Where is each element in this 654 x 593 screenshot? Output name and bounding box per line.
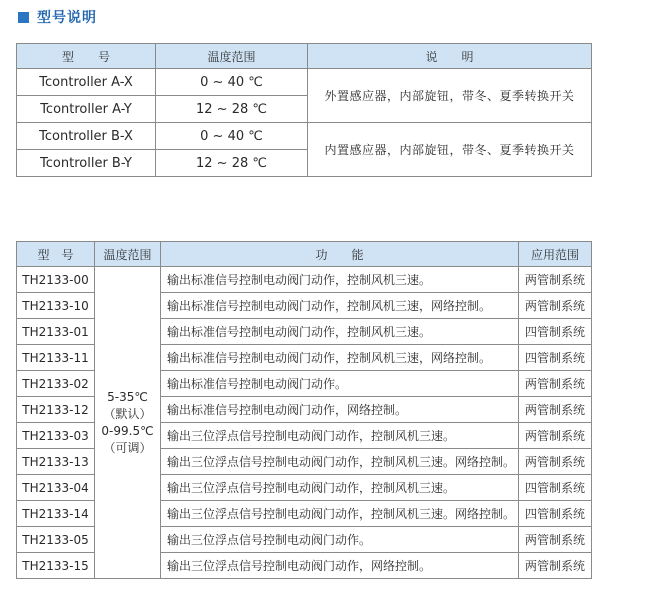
function-cell: 输出标准信号控制电动阀门动作。	[161, 371, 519, 397]
function-cell: 输出三位浮点信号控制电动阀门动作，控制风机三速。网络控制。	[161, 501, 519, 527]
table-row	[17, 267, 592, 293]
temp-cell: 0 ~ 40 ℃	[156, 69, 308, 96]
model-cell: Tcontroller A-Y	[17, 96, 156, 123]
function-cell: 输出三位浮点信号控制电动阀门动作，控制风机三速。网络控制。	[161, 449, 519, 475]
function-cell: 输出三位浮点信号控制电动阀门动作，控制风机三速。	[161, 423, 519, 449]
application-cell: 两管制系统	[519, 527, 592, 553]
function-cell: 输出标准信号控制电动阀门动作，控制风机三速。	[161, 267, 519, 293]
temp-default-label: （默认）	[103, 406, 152, 421]
model-cell: TH2133-04	[17, 475, 95, 501]
application-cell: 四管制系统	[519, 501, 592, 527]
temp-range-cell	[95, 267, 161, 579]
desc-cell: 外置感应器，内部旋钮，带冬、夏季转换开关	[308, 69, 592, 123]
function-cell: 输出标准信号控制电动阀门动作，控制风机三速，网络控制。	[161, 293, 519, 319]
application-cell: 四管制系统	[519, 319, 592, 345]
model-table-th2133	[16, 241, 592, 579]
application-cell: 两管制系统	[519, 449, 592, 475]
application-cell: 两管制系统	[519, 267, 592, 293]
model-cell: TH2133-02	[17, 371, 95, 397]
function-cell: 输出三位浮点信号控制电动阀门动作，网络控制。	[161, 553, 519, 579]
function-cell: 输出标准信号控制电动阀门动作，控制风机三速。	[161, 319, 519, 345]
model-cell: TH2133-11	[17, 345, 95, 371]
model-cell: TH2133-01	[17, 319, 95, 345]
header-temp: 温度范围	[156, 44, 308, 69]
header-function: 功 能	[161, 242, 519, 267]
application-cell: 两管制系统	[519, 423, 592, 449]
function-cell: 输出三位浮点信号控制电动阀门动作，控制风机三速。	[161, 475, 519, 501]
model-cell: Tcontroller B-X	[17, 123, 156, 150]
model-cell: TH2133-00	[17, 267, 95, 293]
application-cell: 四管制系统	[519, 345, 592, 371]
header-model: 型 号	[17, 44, 156, 69]
header-application: 应用范围	[519, 242, 592, 267]
model-cell: TH2133-15	[17, 553, 95, 579]
temp-cell: 12 ~ 28 ℃	[156, 96, 308, 123]
header-model: 型 号	[17, 242, 95, 267]
title-square-icon	[18, 12, 29, 23]
function-cell: 输出标准信号控制电动阀门动作，控制风机三速，网络控制。	[161, 345, 519, 371]
model-table-tcontroller	[16, 43, 592, 177]
section-title	[18, 7, 97, 27]
model-cell: TH2133-03	[17, 423, 95, 449]
temp-default: 5-35℃	[107, 389, 148, 404]
temp-cell: 12 ~ 28 ℃	[156, 150, 308, 177]
application-cell: 两管制系统	[519, 371, 592, 397]
desc-cell: 内置感应器，内部旋钮，带冬、夏季转换开关	[308, 123, 592, 177]
header-temp: 温度范围	[95, 242, 161, 267]
model-cell: Tcontroller B-Y	[17, 150, 156, 177]
model-cell: Tcontroller A-X	[17, 69, 156, 96]
application-cell: 四管制系统	[519, 475, 592, 501]
header-desc: 说 明	[308, 44, 592, 69]
table-header-row	[17, 242, 592, 267]
section-title-text: 型号说明	[37, 10, 97, 26]
temp-cell: 0 ~ 40 ℃	[156, 123, 308, 150]
model-cell: TH2133-05	[17, 527, 95, 553]
table-row	[17, 123, 592, 150]
function-cell: 输出标准信号控制电动阀门动作，网络控制。	[161, 397, 519, 423]
model-cell: TH2133-14	[17, 501, 95, 527]
application-cell: 两管制系统	[519, 397, 592, 423]
function-cell: 输出三位浮点信号控制电动阀门动作。	[161, 527, 519, 553]
application-cell: 两管制系统	[519, 293, 592, 319]
table-header-row	[17, 44, 592, 69]
model-cell: TH2133-12	[17, 397, 95, 423]
temp-adjustable-label: （可调）	[103, 440, 152, 455]
model-cell: TH2133-13	[17, 449, 95, 475]
temp-adjustable: 0-99.5℃	[101, 423, 154, 438]
table-row	[17, 69, 592, 96]
application-cell: 两管制系统	[519, 553, 592, 579]
model-cell: TH2133-10	[17, 293, 95, 319]
